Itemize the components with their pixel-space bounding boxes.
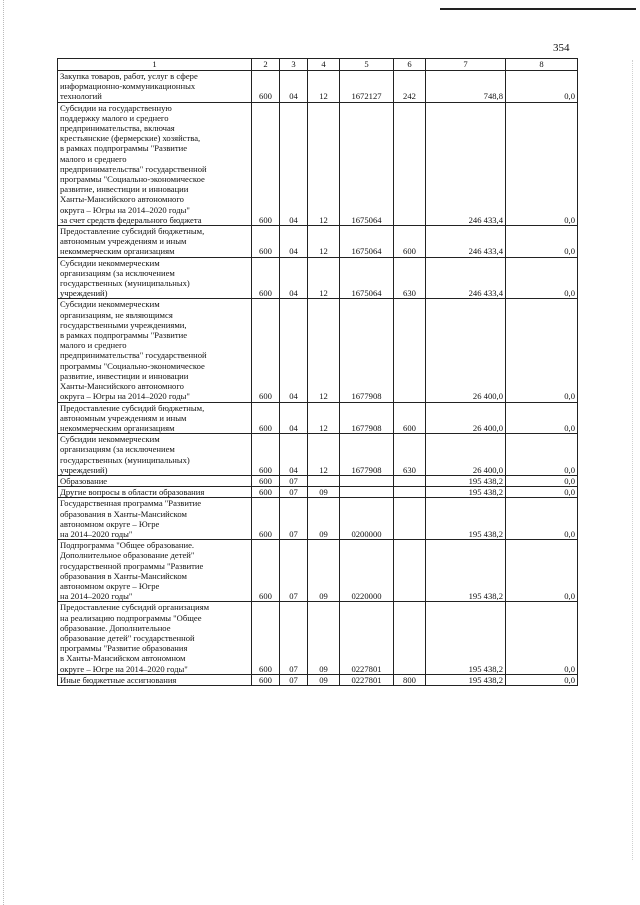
row-subsection: 09 bbox=[308, 674, 340, 685]
row-amount: 246 433,4 bbox=[426, 257, 506, 299]
row-name: Субсидии некоммерческим организациям (за исключением государственных (муниципальных) учреждений) bbox=[58, 257, 252, 299]
row-section: 07 bbox=[280, 475, 308, 486]
row-subsection: 09 bbox=[308, 602, 340, 674]
row-section: 07 bbox=[280, 602, 308, 674]
row-subsection: 12 bbox=[308, 102, 340, 225]
row-ministry-code: 600 bbox=[252, 102, 280, 225]
row-name: Субсидии на государственную поддержку малого и среднего предпринимательства, включая крестьянские (фермерские) хозяйства, в рамках подпрограммы "Развитие малого и среднего предпринимательства" государственной программы "Социально-экономическое развитие, инвестиции и инновации Ханты-Мансийского автономного округа – Югры на 2014–2020 годы" за счет средств федерального бюджета bbox=[58, 102, 252, 225]
row-amount-change: 0,0 bbox=[506, 674, 578, 685]
row-target-item bbox=[340, 475, 394, 486]
row-expense-type: 630 bbox=[394, 434, 426, 476]
row-ministry-code: 600 bbox=[252, 299, 280, 402]
col-header-8: 8 bbox=[506, 59, 578, 71]
row-section: 07 bbox=[280, 498, 308, 540]
row-ministry-code: 600 bbox=[252, 226, 280, 258]
row-amount-change: 0,0 bbox=[506, 102, 578, 225]
row-subsection: 12 bbox=[308, 71, 340, 103]
row-section: 07 bbox=[280, 674, 308, 685]
table-row bbox=[58, 257, 578, 299]
row-subsection: 12 bbox=[308, 226, 340, 258]
row-expense-type: 242 bbox=[394, 71, 426, 103]
table-row bbox=[58, 226, 578, 258]
row-expense-type bbox=[394, 475, 426, 486]
header-rule bbox=[440, 8, 636, 10]
row-name: Подпрограмма "Общее образование. Дополнительное образование детей" государственной программы "Развитие образования в Ханты-Мансийском автономном округе – Югре на 2014–2020 годы" bbox=[58, 540, 252, 602]
row-subsection: 09 bbox=[308, 540, 340, 602]
row-amount: 195 438,2 bbox=[426, 540, 506, 602]
row-expense-type bbox=[394, 540, 426, 602]
row-name: Иные бюджетные ассигнования bbox=[58, 674, 252, 685]
row-amount-change: 0,0 bbox=[506, 226, 578, 258]
row-target-item: 1675064 bbox=[340, 257, 394, 299]
row-section: 07 bbox=[280, 540, 308, 602]
row-amount-change: 0,0 bbox=[506, 540, 578, 602]
row-section: 04 bbox=[280, 257, 308, 299]
row-name: Субсидии некоммерческим организациям (за исключением государственных (муниципальных) учреждений) bbox=[58, 434, 252, 476]
col-header-1: 1 bbox=[58, 59, 252, 71]
row-ministry-code: 600 bbox=[252, 402, 280, 434]
col-header-2: 2 bbox=[252, 59, 280, 71]
row-ministry-code: 600 bbox=[252, 487, 280, 498]
row-target-item: 1677908 bbox=[340, 299, 394, 402]
row-amount-change: 0,0 bbox=[506, 498, 578, 540]
row-amount: 26 400,0 bbox=[426, 299, 506, 402]
col-header-6: 6 bbox=[394, 59, 426, 71]
row-subsection: 12 bbox=[308, 434, 340, 476]
scan-edge-right bbox=[632, 60, 634, 860]
row-ministry-code: 600 bbox=[252, 71, 280, 103]
row-amount: 195 438,2 bbox=[426, 674, 506, 685]
row-expense-type bbox=[394, 602, 426, 674]
row-amount-change: 0,0 bbox=[506, 487, 578, 498]
row-name: Другие вопросы в области образования bbox=[58, 487, 252, 498]
row-amount-change: 0,0 bbox=[506, 71, 578, 103]
row-amount: 195 438,2 bbox=[426, 602, 506, 674]
row-section: 04 bbox=[280, 402, 308, 434]
row-target-item: 0227801 bbox=[340, 602, 394, 674]
row-target-item: 0227801 bbox=[340, 674, 394, 685]
row-expense-type bbox=[394, 299, 426, 402]
row-section: 04 bbox=[280, 102, 308, 225]
col-header-7: 7 bbox=[426, 59, 506, 71]
col-header-3: 3 bbox=[280, 59, 308, 71]
row-expense-type bbox=[394, 487, 426, 498]
row-amount: 26 400,0 bbox=[426, 434, 506, 476]
row-ministry-code: 600 bbox=[252, 498, 280, 540]
row-amount-change: 0,0 bbox=[506, 402, 578, 434]
row-amount-change: 0,0 bbox=[506, 475, 578, 486]
table-body bbox=[58, 71, 578, 686]
row-amount-change: 0,0 bbox=[506, 434, 578, 476]
budget-table bbox=[57, 58, 578, 686]
row-name: Государственная программа "Развитие образования в Ханты-Мансийском автономном округе – Югре на 2014–2020 годы" bbox=[58, 498, 252, 540]
row-ministry-code: 600 bbox=[252, 540, 280, 602]
column-number-row bbox=[58, 59, 578, 71]
row-amount-change: 0,0 bbox=[506, 257, 578, 299]
row-subsection: 12 bbox=[308, 299, 340, 402]
row-amount: 748,8 bbox=[426, 71, 506, 103]
row-name: Субсидии некоммерческим организациям, не являющимся государственными учреждениями, в рамках подпрограммы "Развитие малого и среднего предпринимательства" государственной программы "Социально-экономическое развитие, инвестиции и инновации Ханты-Мансийского автономного округа – Югры на 2014–2020 годы" bbox=[58, 299, 252, 402]
row-target-item bbox=[340, 487, 394, 498]
row-subsection: 12 bbox=[308, 257, 340, 299]
table-row bbox=[58, 299, 578, 402]
row-ministry-code: 600 bbox=[252, 674, 280, 685]
row-section: 07 bbox=[280, 487, 308, 498]
row-target-item: 1677908 bbox=[340, 434, 394, 476]
row-name: Предоставление субсидий организациям на реализацию подпрограммы "Общее образование. Дополнительное образование детей" государственной программы "Развитие образования в Ханты-Мансийском автономном округе – Югре на 2014–2020 годы" bbox=[58, 602, 252, 674]
row-ministry-code: 600 bbox=[252, 434, 280, 476]
table-row bbox=[58, 402, 578, 434]
table-row bbox=[58, 102, 578, 225]
row-target-item: 1672127 bbox=[340, 71, 394, 103]
table-row bbox=[58, 602, 578, 674]
row-target-item: 0220000 bbox=[340, 540, 394, 602]
row-subsection: 12 bbox=[308, 402, 340, 434]
table-row bbox=[58, 475, 578, 486]
row-subsection: 09 bbox=[308, 487, 340, 498]
row-ministry-code: 600 bbox=[252, 257, 280, 299]
row-section: 04 bbox=[280, 299, 308, 402]
row-subsection bbox=[308, 475, 340, 486]
row-ministry-code: 600 bbox=[252, 602, 280, 674]
row-section: 04 bbox=[280, 71, 308, 103]
table-row bbox=[58, 487, 578, 498]
row-expense-type: 800 bbox=[394, 674, 426, 685]
scan-edge-left bbox=[3, 0, 5, 905]
row-expense-type: 630 bbox=[394, 257, 426, 299]
row-amount: 195 438,2 bbox=[426, 487, 506, 498]
row-amount: 246 433,4 bbox=[426, 102, 506, 225]
row-section: 04 bbox=[280, 434, 308, 476]
row-expense-type bbox=[394, 102, 426, 225]
row-ministry-code: 600 bbox=[252, 475, 280, 486]
row-name: Предоставление субсидий бюджетным, автономным учреждениям и иным некоммерческим организациям bbox=[58, 402, 252, 434]
row-amount: 195 438,2 bbox=[426, 475, 506, 486]
row-target-item: 1677908 bbox=[340, 402, 394, 434]
row-expense-type: 600 bbox=[394, 402, 426, 434]
row-name: Закупка товаров, работ, услуг в сфере информационно-коммуникационных технологий bbox=[58, 71, 252, 103]
row-target-item: 1675064 bbox=[340, 226, 394, 258]
row-amount-change: 0,0 bbox=[506, 299, 578, 402]
table-row bbox=[58, 674, 578, 685]
row-name: Образование bbox=[58, 475, 252, 486]
table-row bbox=[58, 71, 578, 103]
row-target-item: 0200000 bbox=[340, 498, 394, 540]
table-row bbox=[58, 434, 578, 476]
col-header-5: 5 bbox=[340, 59, 394, 71]
table-header bbox=[58, 59, 578, 71]
col-header-4: 4 bbox=[308, 59, 340, 71]
row-amount: 246 433,4 bbox=[426, 226, 506, 258]
row-target-item: 1675064 bbox=[340, 102, 394, 225]
row-expense-type: 600 bbox=[394, 226, 426, 258]
row-amount-change: 0,0 bbox=[506, 602, 578, 674]
row-amount: 26 400,0 bbox=[426, 402, 506, 434]
row-name: Предоставление субсидий бюджетным, автономным учреждениям и иным некоммерческим организациям bbox=[58, 226, 252, 258]
table-row bbox=[58, 498, 578, 540]
row-subsection: 09 bbox=[308, 498, 340, 540]
page-number: 354 bbox=[553, 42, 570, 54]
row-amount: 195 438,2 bbox=[426, 498, 506, 540]
row-expense-type bbox=[394, 498, 426, 540]
row-section: 04 bbox=[280, 226, 308, 258]
table-row bbox=[58, 540, 578, 602]
